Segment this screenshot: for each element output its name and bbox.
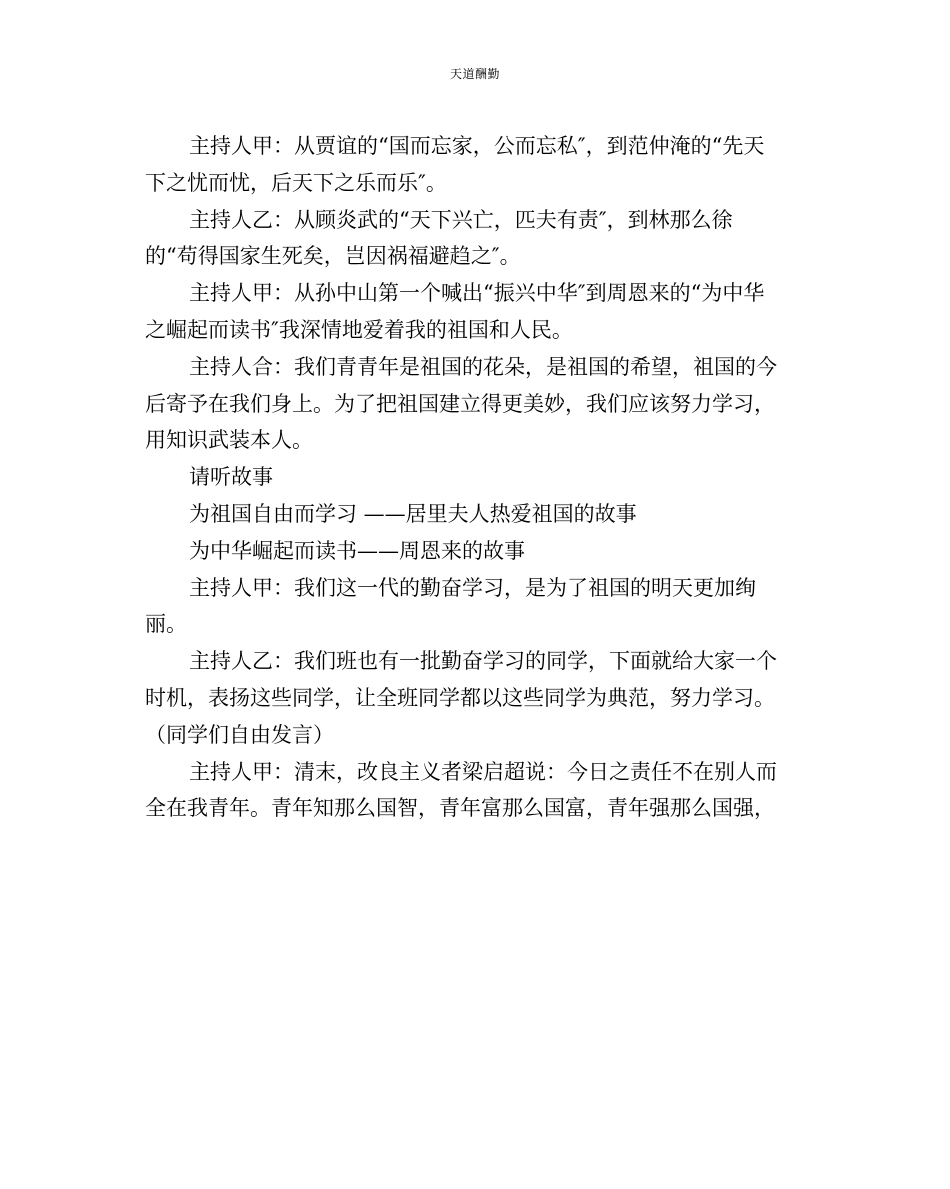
text-line: 时机，表扬这些同学，让全班同学都以这些同学为典范，努力学习。 bbox=[145, 685, 775, 710]
text-line: 主持人甲：从贾谊的“国而忘家，公而忘私″，到范仲淹的“先天 bbox=[189, 134, 765, 158]
text-line: 丽。 bbox=[145, 612, 187, 637]
text-line: 主持人甲：从孙中山第一个喊出“振兴中华″到周恩来的“为中华 bbox=[189, 281, 765, 306]
text-line: 请听故事 bbox=[189, 465, 273, 490]
text-line: 主持人乙：从顾炎武的“天下兴亡，匹夫有责″，到林那么徐 bbox=[189, 207, 733, 232]
text-line: 之崛起而读书″我深情地爱着我的祖国和人民。 bbox=[145, 317, 573, 342]
text-line: 主持人甲：我们这一代的勤奋学习，是为了祖国的明天更加绚 bbox=[189, 575, 756, 600]
paragraph bbox=[145, 533, 810, 570]
text-line: 全在我青年。青年知那么国智，青年富那么国富，青年强那么国强， bbox=[145, 796, 775, 821]
paragraph bbox=[145, 496, 810, 533]
text-line: （同学们自由发言） bbox=[145, 722, 334, 747]
paragraph bbox=[145, 349, 810, 459]
text-line: 为中华崛起而读书——周恩来的故事 bbox=[189, 538, 525, 563]
paragraph bbox=[145, 275, 810, 349]
paragraph bbox=[145, 128, 810, 202]
text-line: 后寄予在我们身上。为了把祖国建立得更美妙，我们应该努力学习， bbox=[145, 391, 775, 416]
text-line: 下之忧而忧，后天下之乐而乐″。 bbox=[145, 170, 447, 195]
text-line: 为祖国自由而学习 ——居里夫人热爱祖国的故事 bbox=[189, 501, 637, 526]
text-line: 用知识武装本人。 bbox=[145, 428, 313, 453]
paragraph bbox=[145, 202, 810, 276]
text-line: 的“苟得国家生死矣，岂因祸福避趋之″。 bbox=[145, 244, 521, 269]
document-body bbox=[145, 128, 810, 827]
paragraph bbox=[145, 754, 810, 828]
paragraph bbox=[145, 570, 810, 644]
paragraph bbox=[145, 459, 810, 496]
paragraph bbox=[145, 643, 810, 753]
text-line: 主持人合：我们青青年是祖国的花朵，是祖国的希望，祖国的今 bbox=[189, 354, 777, 379]
page-header: 天道酬勤 bbox=[449, 67, 500, 81]
text-line: 主持人甲：清末，改良主义者梁启超说：今日之责任不在别人而 bbox=[189, 759, 777, 784]
text-line: 主持人乙：我们班也有一批勤奋学习的同学，下面就给大家一个 bbox=[189, 649, 777, 674]
